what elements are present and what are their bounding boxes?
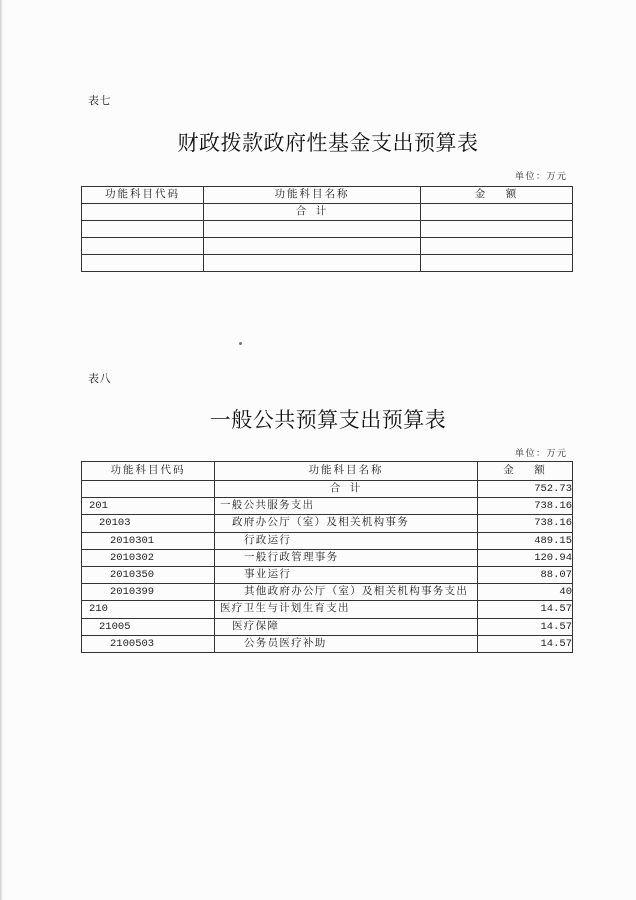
name-cell: 医疗保障 bbox=[215, 618, 478, 635]
name-cell: 事业运行 bbox=[215, 566, 478, 583]
name-cell: 医疗卫生与计划生育支出 bbox=[215, 601, 478, 618]
header-code: 功能科目代码 bbox=[82, 187, 204, 204]
total-row bbox=[82, 481, 573, 498]
name-cell bbox=[204, 238, 421, 255]
table8-title: 一般公共预算支出预算表 bbox=[209, 408, 447, 432]
amount-cell bbox=[421, 204, 573, 221]
amount-cell bbox=[421, 221, 573, 238]
scan-edge bbox=[0, 0, 3, 900]
code-cell: 210 bbox=[82, 601, 215, 618]
amount-cell bbox=[421, 238, 573, 255]
table-row bbox=[82, 549, 573, 566]
table8-unit: 单位：万元 bbox=[515, 448, 568, 458]
table-row bbox=[82, 601, 573, 618]
code-cell bbox=[82, 204, 204, 221]
code-cell bbox=[82, 255, 204, 272]
amount-cell: 489.15 bbox=[478, 532, 573, 549]
amount-cell: 14.57 bbox=[478, 601, 573, 618]
code-cell: 2100503 bbox=[82, 635, 215, 652]
table7-title: 财政拨款政府性基金支出预算表 bbox=[177, 131, 479, 155]
amount-cell bbox=[421, 255, 573, 272]
total-row bbox=[82, 204, 573, 221]
name-cell: 公务员医疗补助 bbox=[215, 635, 478, 652]
amount-cell: 40 bbox=[478, 584, 573, 601]
table7-label: 表七 bbox=[88, 95, 111, 107]
table8-label: 表八 bbox=[88, 373, 111, 385]
amount-cell: 738.16 bbox=[478, 515, 573, 532]
code-cell bbox=[82, 481, 215, 498]
table-row bbox=[82, 618, 573, 635]
total-amount: 752.73 bbox=[478, 481, 573, 498]
header-name: 功能科目名称 bbox=[215, 462, 478, 481]
header-name: 功能科目名称 bbox=[204, 187, 421, 204]
code-cell: 20103 bbox=[82, 515, 215, 532]
header-row bbox=[82, 462, 573, 481]
code-cell bbox=[82, 221, 204, 238]
header-amount: 金 额 bbox=[478, 462, 573, 481]
amount-cell: 14.57 bbox=[478, 635, 573, 652]
total-label: 合 计 bbox=[204, 204, 421, 221]
table-row bbox=[82, 532, 573, 549]
scan-speck bbox=[239, 342, 242, 345]
table-row bbox=[82, 221, 573, 238]
table-row bbox=[82, 584, 573, 601]
amount-cell: 120.94 bbox=[478, 549, 573, 566]
name-cell: 政府办公厅（室）及相关机构事务 bbox=[215, 515, 478, 532]
code-cell bbox=[82, 238, 204, 255]
table-row bbox=[82, 498, 573, 515]
table-row bbox=[82, 238, 573, 255]
name-cell: 一般公共服务支出 bbox=[215, 498, 478, 515]
table8-grid bbox=[81, 461, 573, 653]
name-cell bbox=[204, 221, 421, 238]
total-label: 合 计 bbox=[215, 481, 478, 498]
code-cell: 2010350 bbox=[82, 566, 215, 583]
code-cell: 2010399 bbox=[82, 584, 215, 601]
name-cell: 其他政府办公厅（室）及相关机构事务支出 bbox=[215, 584, 478, 601]
code-cell: 21005 bbox=[82, 618, 215, 635]
code-cell: 2010302 bbox=[82, 549, 215, 566]
table-row bbox=[82, 255, 573, 272]
amount-cell: 14.57 bbox=[478, 618, 573, 635]
table-row bbox=[82, 635, 573, 652]
header-code: 功能科目代码 bbox=[82, 462, 215, 481]
amount-cell: 88.07 bbox=[478, 566, 573, 583]
code-cell: 201 bbox=[82, 498, 215, 515]
table7-unit: 单位：万元 bbox=[515, 171, 568, 181]
table-row bbox=[82, 566, 573, 583]
name-cell bbox=[204, 255, 421, 272]
header-row bbox=[82, 187, 573, 204]
amount-cell: 738.16 bbox=[478, 498, 573, 515]
name-cell: 行政运行 bbox=[215, 532, 478, 549]
table7-grid bbox=[81, 186, 573, 272]
code-cell: 2010301 bbox=[82, 532, 215, 549]
name-cell: 一般行政管理事务 bbox=[215, 549, 478, 566]
header-amount: 金 额 bbox=[421, 187, 573, 204]
table-row bbox=[82, 515, 573, 532]
